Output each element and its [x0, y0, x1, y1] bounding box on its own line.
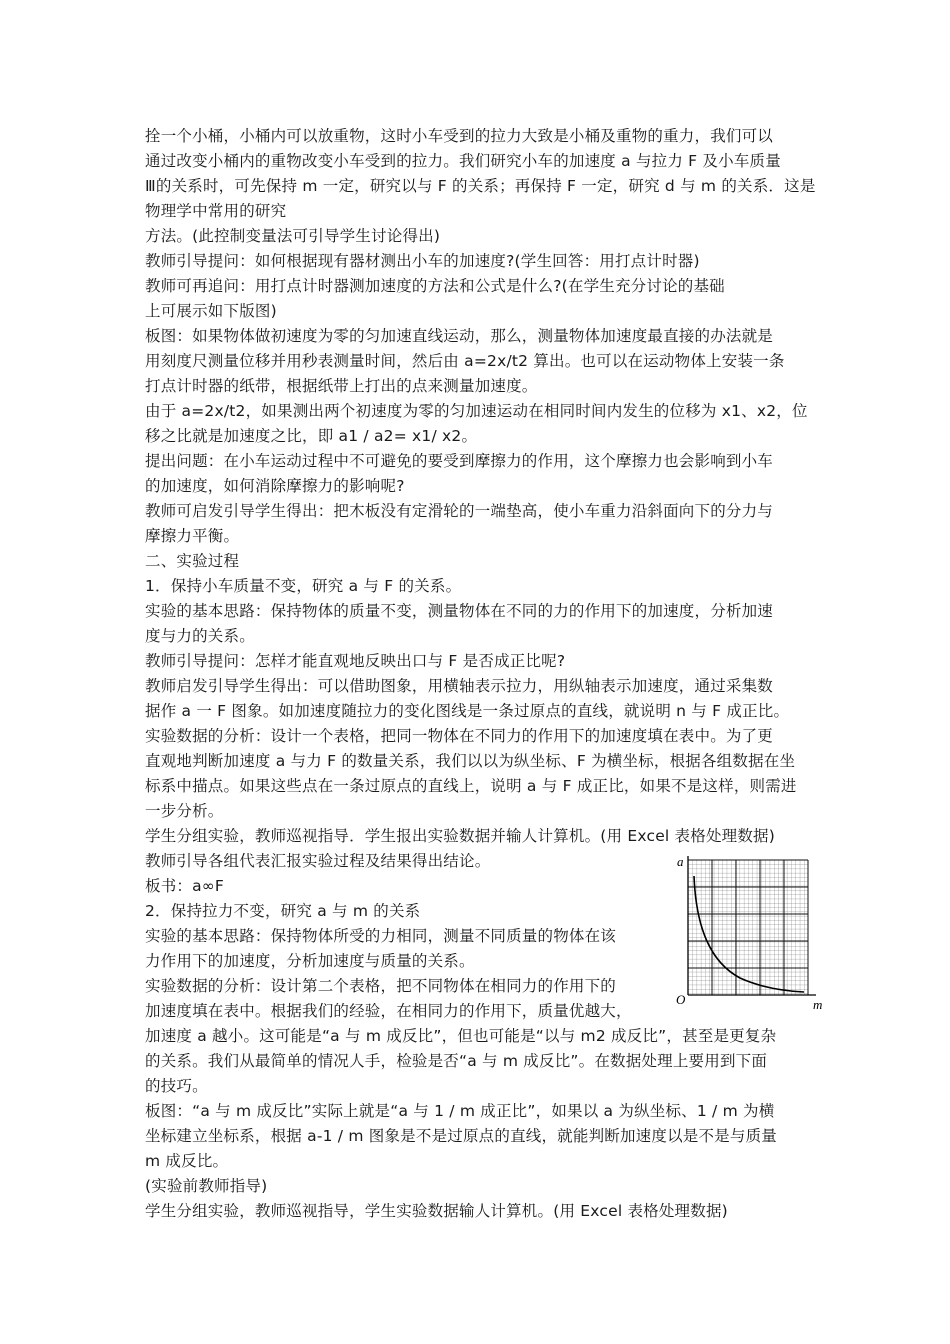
text-line: 实验数据的分析：设计第二个表格，把不同物体在相同力的作用下的: [145, 977, 617, 995]
text-line: 实验的基本思路：保持物体的质量不变，测量物体在不同的力的作用下的加速度，分析加速: [145, 602, 774, 620]
text-line: 加速度 a 越小。这可能是“a 与 m 成反比”，但也可能是“以与 m2 成反比”，甚至是更复杂: [145, 1027, 777, 1045]
section-heading: 二、实验过程: [145, 552, 240, 570]
text-line: 板书：a∞F: [145, 877, 225, 895]
text-line: 教师启发引导学生得出：可以借助图象，用横轴表示拉力，用纵轴表示加速度，通过采集数: [145, 677, 774, 695]
x-axis-label: m: [813, 997, 823, 1012]
text-line: 物理学中常用的研究: [145, 202, 287, 220]
text-line: 提出问题：在小车运动过程中不可避免的要受到摩擦力的作用，这个摩擦力也会影响到小车: [145, 452, 774, 470]
text-line: 教师可再追问：用打点计时器测加速度的方法和公式是什么?(在学生充分讨论的基础: [145, 277, 725, 295]
text-line: 摩擦力平衡。: [145, 527, 240, 545]
text-line: 方法。(此控制变量法可引导学生讨论得出): [145, 227, 441, 245]
text-line: 实验的基本思路：保持物体所受的力相同，测量不同质量的物体在该: [145, 927, 617, 945]
minor-grid: [688, 860, 808, 995]
text-line: 移之比就是加速度之比，即 a1 / a2= x1/ x2。: [145, 427, 478, 445]
text-line: 据作 a 一 F 图象。如加速度随拉力的变化图线是一条过原点的直线，就说明 n 与 F 成正比。: [145, 702, 790, 720]
text-line: 一步分析。: [145, 802, 224, 820]
text-line: 的关系。我们从最简单的情况人手，检验是否“a 与 m 成反比”。在数据处理上要用到下面: [145, 1052, 768, 1070]
origin-label: O: [676, 992, 686, 1007]
text-line: 2．保持拉力不变，研究 a 与 m 的关系: [145, 902, 421, 920]
text-line: 由于 a=2x/t2，如果测出两个初速度为零的匀加速运动在相同时间内发生的位移为 x1、x2，位: [145, 402, 808, 420]
text-line: 学生分组实验，教师巡视指导．学生报出实验数据并输人计算机。(用 Excel 表格处理数据): [145, 827, 776, 845]
text-line: 用刻度尺测量位移并用秒表测量时间，然后由 a=2x/t2 算出。也可以在运动物体上安装一条: [145, 352, 785, 370]
text-line: 的技巧。: [145, 1077, 208, 1095]
text-line: 力作用下的加速度，分析加速度与质量的关系。: [145, 952, 475, 970]
text-line: 打点计时器的纸带，根据纸带上打出的点来测量加速度。: [145, 377, 538, 395]
text-line: 教师可启发引导学生得出：把木板没有定滑轮的一端垫高，使小车重力沿斜面向下的分力与: [145, 502, 774, 520]
text-line: 教师引导各组代表汇报实验过程及结果得出结论。: [145, 852, 491, 870]
text-line: Ⅲ的关系时，可先保持 m 一定，研究以与 F 的关系；再保持 F 一定，研究 d 与 m 的关系．这是: [145, 177, 816, 195]
text-line: 坐标建立坐标系，根据 a-1 / m 图象是不是过原点的直线，就能判断加速度以是不是与质量: [145, 1127, 777, 1145]
text-line: 教师引导提问：如何根据现有器材测出小车的加速度?(学生回答：用打点计时器): [145, 252, 700, 270]
text-line: 度与力的关系。: [145, 627, 255, 645]
text-line: 教师引导提问：怎样才能直观地反映出口与 F 是否成正比呢?: [145, 652, 566, 670]
text-line: 加速度填在表中。根据我们的经验，在相同力的作用下，质量优越大，: [145, 1002, 632, 1020]
text-line: 1．保持小车质量不变，研究 a 与 F 的关系。: [145, 577, 462, 595]
y-axis-label: a: [677, 854, 684, 869]
text-line: 直观地判断加速度 a 与力 F 的数量关系，我们以以为纵坐标、F 为横坐标，根据各组数据在坐: [145, 752, 796, 770]
text-line: 标系中描点。如果这些点在一条过原点的直线上，说明 a 与 F 成正比，如果不是这样，则需进: [145, 777, 797, 795]
text-line: 通过改变小桶内的重物改变小车受到的拉力。我们研究小车的加速度 a 与拉力 F 及小车质量: [145, 152, 781, 170]
text-line: 上可展示如下版图): [145, 302, 277, 320]
text-line: m 成反比。: [145, 1152, 229, 1170]
text-line: (实验前教师指导): [145, 1177, 268, 1195]
text-line: 学生分组实验，教师巡视指导，学生实验数据输人计算机。(用 Excel 表格处理数据): [145, 1202, 728, 1220]
text-line: 板图：如果物体做初速度为零的匀加速直线运动，那么，测量物体加速度最直接的办法就是: [145, 327, 774, 345]
a-m-graph: [670, 852, 830, 1012]
text-line: 拴一个小桶，小桶内可以放重物，这时小车受到的拉力大致是小桶及重物的重力，我们可以: [145, 127, 774, 145]
text-line: 板图：“a 与 m 成反比”实际上就是“a 与 1 / m 成正比”，如果以 a 为纵坐标、1 / m 为横: [145, 1102, 775, 1120]
text-line: 的加速度，如何消除摩擦力的影响呢?: [145, 477, 405, 495]
text-line: 实验数据的分析：设计一个表格，把同一物体在不同力的作用下的加速度填在表中。为了更: [145, 727, 774, 745]
